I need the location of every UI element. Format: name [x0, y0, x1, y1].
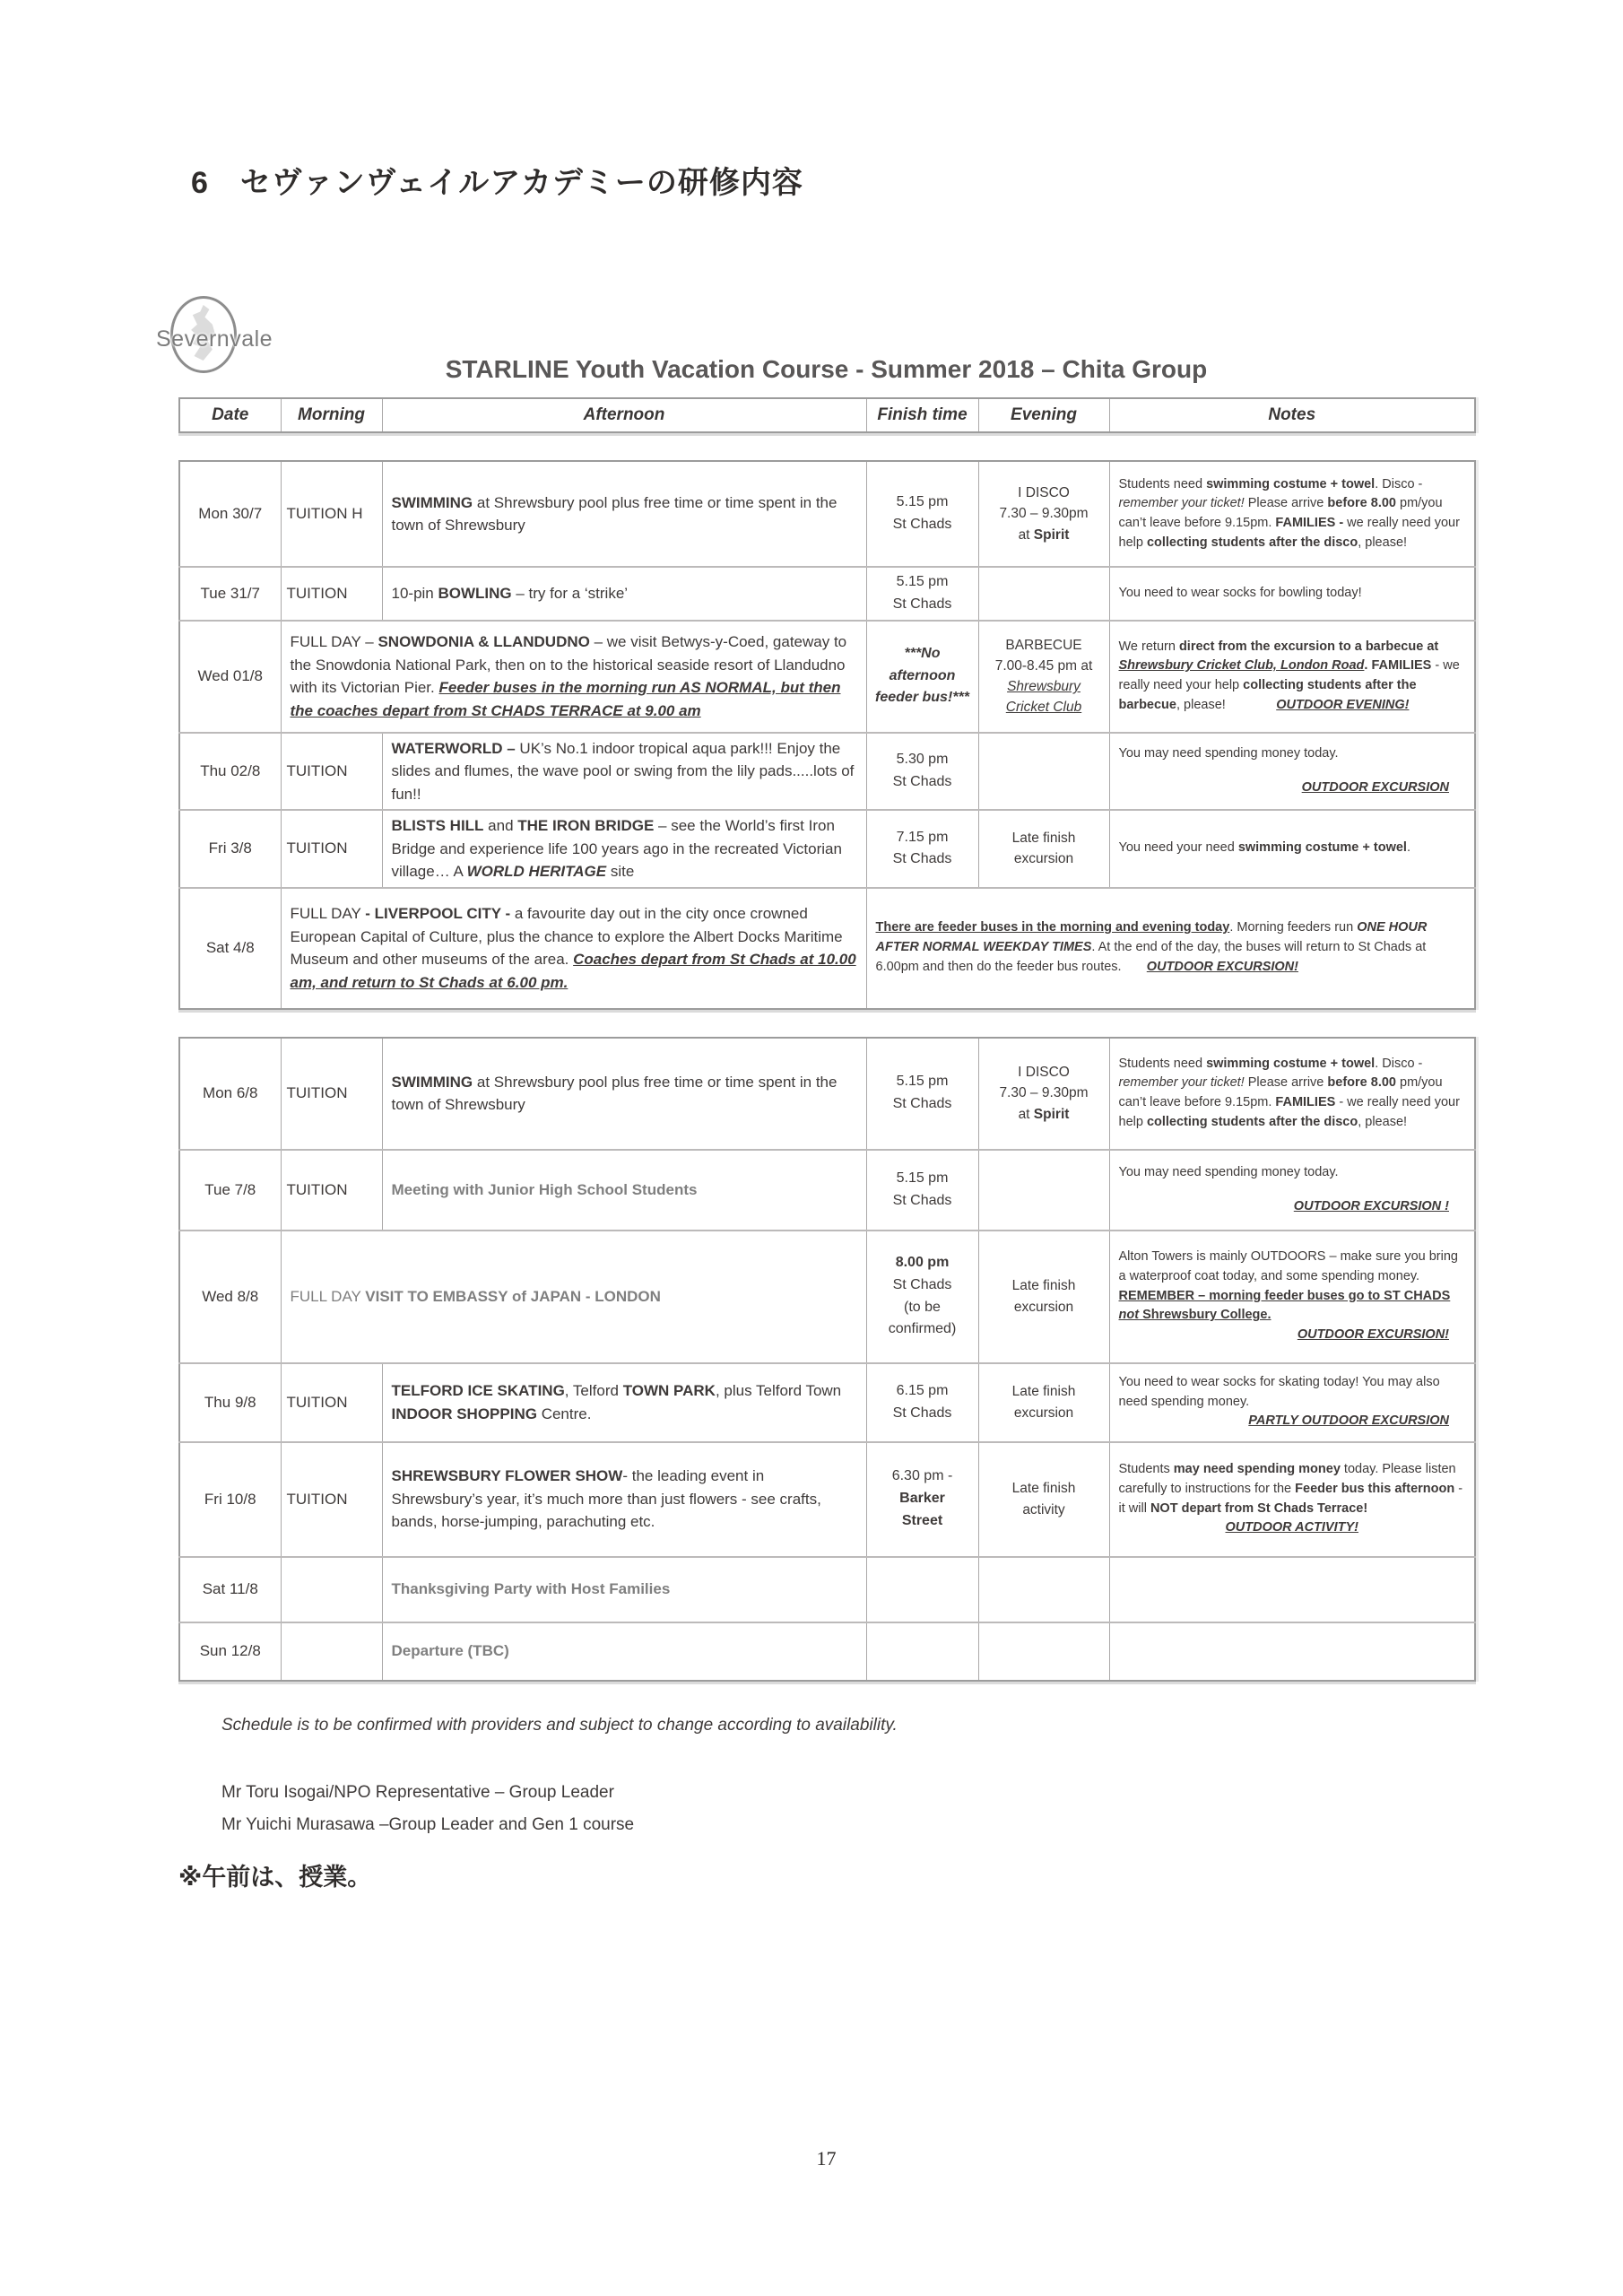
cell-finish — [866, 567, 978, 621]
text-line: 7.00-8.45 pm at — [994, 657, 1093, 674]
cell-morning — [281, 1622, 382, 1681]
header-morning: Morning — [281, 398, 382, 432]
text-line: activity — [1022, 1501, 1065, 1518]
table-row — [179, 621, 1475, 733]
text-line: St Chads — [892, 1096, 952, 1112]
text-line: 7.30 – 9.30pm — [999, 1085, 1089, 1101]
text-line: Street — [901, 1512, 943, 1528]
header-date: Date — [179, 398, 281, 432]
text-line: TUITION — [286, 584, 348, 602]
cell-afternoon — [281, 1231, 866, 1363]
page-number: 17 — [816, 2146, 837, 2170]
text-line: confirmed) — [888, 1321, 957, 1337]
cell-evening — [978, 810, 1109, 888]
cell-date — [179, 1363, 281, 1442]
text-line: Fri 3/8 — [208, 839, 252, 857]
text-line: excursion — [1013, 851, 1074, 867]
cell-date — [179, 1231, 281, 1363]
leader-line-1: Mr Toru Isogai/NPO Representative – Group Leader — [221, 1782, 614, 1802]
text-line: Thanksgiving Party with Host Families — [391, 1580, 671, 1598]
cell-notes — [1109, 621, 1475, 733]
cell-evening — [978, 1038, 1109, 1150]
table-row — [179, 1231, 1475, 1363]
text-line: There are feeder buses in the morning and evening today. Morning feeders run ONE HOUR AFTER NORMAL WEEKDAY TIMES. At the end of the day, the buses will return to St Chads at 6.00pm and then do the feeder bus routes. OUTDOOR EXCURSION! — [875, 920, 1428, 974]
text-line: Thu 02/8 — [200, 761, 261, 779]
cell-finish — [866, 1442, 978, 1557]
text-line: TUITION — [286, 839, 348, 857]
table-row — [179, 1557, 1475, 1622]
text-line: Students may need spending money today. Please listen carefully to instructions for the Feeder bus this afternoon - it will NOT depart from St Chads Terrace! — [1118, 1462, 1463, 1516]
table-row — [179, 1150, 1475, 1231]
text-line: Late finish — [1011, 831, 1076, 847]
cell-evening — [978, 1622, 1109, 1681]
cell-finish — [866, 1363, 978, 1442]
spacer — [178, 1010, 1474, 1037]
text-line: Sat 11/8 — [202, 1580, 258, 1598]
cell-date — [179, 733, 281, 811]
schedule-confirmation-note: Schedule is to be confirmed with providers and subject to change according to availability. — [221, 1715, 898, 1735]
cell-finish — [866, 733, 978, 811]
text-line: FULL DAY VISIT TO EMBASSY of JAPAN - LONDON — [290, 1287, 661, 1305]
cell-notes — [1109, 1557, 1475, 1622]
text-line: 5.15 pm — [896, 1074, 949, 1090]
text-line: BLISTS HILL and THE IRON BRIDGE – see the World’s first Iron Bridge and experience life 100 years ago in the recreated Victorian village… A WORLD HERITAGE site — [391, 817, 842, 881]
cell-date — [179, 810, 281, 888]
cell-afternoon — [382, 1557, 866, 1622]
text-line: FULL DAY - LIVERPOOL CITY - a favourite day out in the city once crowned European Capital of Culture, plus the chance to explore the Albert Docks Maritime Museum and other museums of the area. Coaches depart from St Chads at 10.00 am, and return to St Chads at 6.00 pm. — [290, 905, 856, 991]
cell-morning — [281, 461, 382, 567]
cell-afternoon — [382, 1442, 866, 1557]
text-line: Sat 4/8 — [205, 939, 255, 957]
text-line: I DISCO — [1018, 485, 1070, 501]
cell-afternoon — [382, 461, 866, 567]
text-line: TUITION — [286, 1490, 348, 1508]
text-line: TUITION — [286, 761, 348, 779]
text-line: Departure (TBC) — [391, 1642, 509, 1660]
header-row — [179, 398, 1475, 432]
spacer — [178, 433, 1474, 460]
cell-afternoon — [382, 733, 866, 811]
cell-date — [179, 461, 281, 567]
text-line: 10-pin BOWLING – try for a ‘strike’ — [391, 585, 629, 603]
text-line: 8.00 pm — [895, 1255, 950, 1270]
cell-afternoon — [382, 567, 866, 621]
cell-date — [179, 888, 281, 1009]
text-line: 6.30 pm - — [891, 1468, 953, 1484]
cell-evening — [978, 1363, 1109, 1442]
table-row — [179, 1442, 1475, 1557]
text-line: FULL DAY – SNOWDONIA & LLANDUDNO – we visit Betwys-y-Coed, gateway to the Snowdonia National Park, then on to the historical seaside resort of Llandudno with its Victorian Pier. Feeder buses in the morning run AS NORMAL, but then the coaches depart from St CHADS TERRACE at 9.00 am — [290, 633, 847, 719]
cell-notes — [1109, 1622, 1475, 1681]
cell-afternoon — [281, 888, 866, 1009]
text-line: SWIMMING at Shrewsbury pool plus free time or time spent in the town of Shrewsbury — [391, 1073, 838, 1114]
cell-finish — [866, 1231, 978, 1363]
text-line: 5.30 pm — [896, 752, 949, 768]
logo-text: Severnvale — [156, 326, 273, 352]
text-line: St Chads — [892, 773, 952, 789]
cell-evening — [978, 1231, 1109, 1363]
cell-afternoon — [382, 1150, 866, 1231]
text-line: Thu 9/8 — [204, 1393, 256, 1411]
cell-date — [179, 621, 281, 733]
cell-date — [179, 1557, 281, 1622]
cell-evening — [978, 1442, 1109, 1557]
cell-afternoon — [382, 1363, 866, 1442]
text-line: Wed 8/8 — [202, 1287, 259, 1305]
text-line: St Chads — [892, 851, 952, 867]
text-line: Late finish — [1011, 1384, 1076, 1400]
text-line: (to be — [904, 1299, 941, 1315]
text-line: You may need spending money today. — [1118, 746, 1339, 761]
group-leaders — [178, 1777, 1474, 1841]
text-line: St Chads — [892, 517, 952, 532]
text-line: Mon 6/8 — [203, 1084, 258, 1102]
text-line: TUITION — [286, 1180, 348, 1198]
text-line: Late finish — [1011, 1278, 1076, 1294]
text-line: St Chads — [892, 1276, 952, 1292]
cell-afternoon — [281, 621, 866, 733]
cell-date — [179, 1150, 281, 1231]
cell-evening — [978, 621, 1109, 733]
cell-notes — [1109, 1231, 1475, 1363]
cell-morning — [281, 733, 382, 811]
text-line: Students need swimming costume + towel. Disco - remember your ticket! Please arrive before 8.00 pm/you can’t leave before 9.15pm. FAMILIES - we really need your help collecting students after the disco, please! — [1118, 1056, 1460, 1129]
text-line: Late finish — [1011, 1481, 1076, 1497]
text-line: Mon 30/7 — [198, 505, 263, 522]
cell-notes — [1109, 461, 1475, 567]
cell-morning — [281, 1038, 382, 1150]
cell-evening — [978, 1150, 1109, 1231]
text-line: WATERWORLD – UK’s No.1 indoor tropical aqua park!!! Enjoy the slides and flumes, the wave pool or swing from the lily pads.....lots of fun!! — [391, 739, 855, 803]
text-line: Students need swimming costume + towel. Disco - remember your ticket! Please arrive before 8.00 pm/you can’t leave before 9.15pm. FAMILIES - we really need your help collecting students after the disco, please! — [1118, 476, 1460, 550]
text-line: 5.15 pm — [896, 494, 949, 510]
schedule-table-week1 — [178, 460, 1476, 1010]
cell-notes — [1109, 733, 1475, 811]
text-line: Barker — [899, 1491, 945, 1507]
text-line: You need to wear socks for skating today! You may also need spending money. — [1118, 1374, 1440, 1409]
header-afternoon: Afternoon — [382, 398, 866, 432]
cell-afternoon — [382, 1622, 866, 1681]
header-notes: Notes — [1109, 398, 1475, 432]
text-line: excursion — [1013, 1299, 1074, 1315]
text-line: TELFORD ICE SKATING, Telford TOWN PARK, plus Telford Town INDOOR SHOPPING Centre. — [391, 1382, 842, 1422]
cell-finish — [866, 1150, 978, 1231]
text-line: SHREWSBURY FLOWER SHOW- the leading event in Shrewsbury’s year, it’s much more than just flowers - see crafts, bands, horse-jumping, parachuting etc. — [391, 1467, 821, 1531]
text-line: You need to wear socks for bowling today! — [1118, 585, 1362, 600]
cell-afternoon — [382, 810, 866, 888]
header-evening: Evening — [978, 398, 1109, 432]
text-line: St Chads — [892, 1405, 952, 1421]
cell-finish — [866, 1622, 978, 1681]
cell-evening — [978, 567, 1109, 621]
leader-line-2: Mr Yuichi Murasawa –Group Leader and Gen 1 course — [221, 1814, 635, 1834]
cell-date — [179, 1442, 281, 1557]
cell-finish — [866, 461, 978, 567]
text-line: Wed 01/8 — [197, 667, 263, 685]
table-row — [179, 1363, 1475, 1442]
text-line: OUTDOOR EXCURSION ! — [1293, 1198, 1449, 1213]
header-finish-time: Finish time — [866, 398, 978, 432]
table-row — [179, 1038, 1475, 1150]
cell-notes — [1109, 1038, 1475, 1150]
table-row — [179, 733, 1475, 811]
cell-finish — [866, 810, 978, 888]
cell-morning — [281, 810, 382, 888]
cell-finish — [866, 621, 978, 733]
schedule-content — [178, 397, 1474, 2170]
cell-morning — [281, 1557, 382, 1622]
text-line: Alton Towers is mainly OUTDOORS – make sure you bring a waterproof coat today, and some spending money. REMEMBER – morning feeder buses go to ST CHADS not Shrewsbury College. — [1118, 1249, 1458, 1323]
cell-notes — [1109, 810, 1475, 888]
text-line: PARTLY OUTDOOR EXCURSION — [1248, 1413, 1449, 1429]
text-line: Fri 10/8 — [204, 1490, 256, 1508]
cell-notes — [1109, 1442, 1475, 1557]
text-line: 5.15 pm — [896, 1170, 949, 1186]
cell-date — [179, 567, 281, 621]
text-line: Tue 31/7 — [200, 584, 260, 602]
page-heading-jp: 6 セヴァンヴェイルアカデミーの研修内容 — [191, 166, 803, 200]
schedule-table-week2 — [178, 1037, 1476, 1682]
text-line: SWIMMING at Shrewsbury pool plus free time or time spent in the town of Shrewsbury — [391, 493, 838, 534]
cell-finish — [866, 1557, 978, 1622]
text-line: OUTDOOR ACTIVITY! — [1225, 1520, 1358, 1535]
text-line: You need your need swimming costume + towel. — [1118, 840, 1410, 856]
text-line: Tue 7/8 — [204, 1180, 256, 1198]
text-line: at Spirit — [1018, 1106, 1070, 1122]
text-line: TUITION H — [286, 505, 363, 522]
schedule-header-table — [178, 397, 1476, 433]
text-line: Sun 12/8 — [199, 1642, 261, 1660]
cell-morning — [281, 1150, 382, 1231]
text-line: excursion — [1013, 1405, 1074, 1421]
text-line: at Spirit — [1018, 526, 1070, 543]
cell-notes — [1109, 1150, 1475, 1231]
cell-date — [179, 1622, 281, 1681]
cell-morning — [281, 1363, 382, 1442]
text-line: 7.30 – 9.30pm — [999, 506, 1089, 522]
cell-evening — [978, 461, 1109, 567]
text-line: I DISCO — [1018, 1065, 1070, 1081]
cell-morning — [281, 1442, 382, 1557]
text-line: Meeting with Junior High School Students — [391, 1180, 698, 1198]
cell-notes — [1109, 567, 1475, 621]
text-line: St Chads — [892, 596, 952, 612]
text-line: 7.15 pm — [896, 829, 949, 845]
cell-notes — [1109, 1363, 1475, 1442]
jp-footnote: ※午前は、授業。 — [178, 1863, 372, 1891]
text-line: Shrewsbury Cricket Club — [1005, 679, 1082, 716]
text-line: OUTDOOR EXCURSION! — [1297, 1327, 1449, 1343]
cell-finish — [866, 1038, 978, 1150]
text-line: 5.15 pm — [896, 574, 949, 589]
text-line: OUTDOOR EXCURSION — [1301, 779, 1449, 795]
course-title: STARLINE Youth Vacation Course - Summer 2018 – Chita Group — [445, 355, 1208, 383]
text-line: TUITION — [286, 1393, 348, 1411]
table-row — [179, 567, 1475, 621]
table-row — [179, 461, 1475, 567]
text-line: BARBECUE — [1005, 637, 1082, 653]
text-line: St Chads — [892, 1192, 952, 1208]
cell-evening — [978, 1557, 1109, 1622]
cell-afternoon — [382, 1038, 866, 1150]
text-line: TUITION — [286, 1084, 348, 1102]
cell-evening — [978, 733, 1109, 811]
table-row — [179, 810, 1475, 888]
table-row — [179, 1622, 1475, 1681]
text-line: You may need spending money today. — [1118, 1164, 1339, 1179]
cell-date — [179, 1038, 281, 1150]
text-line: We return direct from the excursion to a barbecue at Shrewsbury Cricket Club, London Road. FAMILIES - we really need your help collecting students after the barbecue, please! OUTDOOR EVENING! — [1118, 639, 1460, 712]
text-line: ***No afternoon feeder bus!*** — [875, 645, 969, 706]
cell-morning — [281, 567, 382, 621]
cell-notes — [866, 888, 1475, 1009]
text-line: 6.15 pm — [896, 1382, 949, 1398]
table-row — [179, 888, 1475, 1009]
